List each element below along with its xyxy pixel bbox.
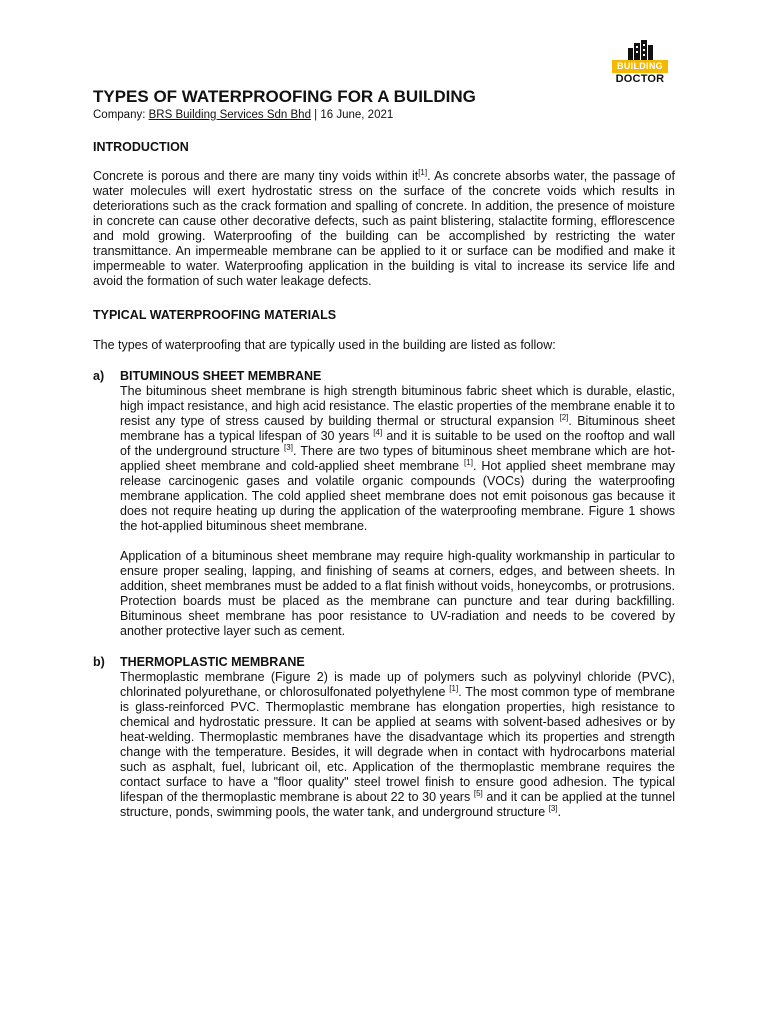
byline-date: | 16 June, 2021 — [310, 109, 394, 121]
citation-ref: [5] — [473, 788, 483, 798]
section-heading-introduction: INTRODUCTION — [93, 140, 189, 154]
intro-paragraph: Concrete is porous and there are many tiny voids within it[1]. As concrete absorbs water, the passage of water molecules will exert hydrostatic stress on the surface of the concrete voids which results in deteriorations such as the crack formation and spalling of concrete. In addition, the presence of moisture in concrete can cause other decorative defects, such as paint blistering, stalactite forming, efflorescence and mold growing. Waterproofing of the building can be accomplished by restricting the water transmittance. An impermeable membrane can be applied to it or surface can be modified and make it impermeable to water. Waterproofing application in the building is vital to increase its service life and avoid the formation of such water leakage defects. — [93, 167, 675, 288]
list-item-bituminous — [93, 369, 675, 639]
document-title: TYPES OF WATERPROOFING FOR A BUILDING — [93, 87, 476, 106]
company-link[interactable]: BRS Building Services Sdn Bhd — [148, 109, 311, 121]
citation-ref: [3] — [548, 803, 558, 813]
item-title-bituminous: BITUMINOUS SHEET MEMBRANE — [120, 369, 322, 383]
materials-lead: The types of waterproofing that are typically used in the building are listed as follow: — [93, 338, 556, 352]
thermoplastic-paragraph: Thermoplastic membrane (Figure 2) is made up of polymers such as polyvinyl chloride (PVC), chlorinated polyurethane, or chlorosulfonated polyethylene [1]. The most common type of membrane is glass-reinforced PVC. Thermoplastic membrane has elongation properties, high resistance to chemical and hydrostatic pressure. It can be applied at seams with solvent-based adhesives or by heat-welding. Thermoplastic membranes have the disadvantage which its properties and strength change with the temperature. Besides, it will degrade when in contact with hydrocarbons material such as asphalt, fuel, lubricant oil, etc. Application of the thermoplastic membrane requires the contact surface to have a "floor quality" steel trowel finish to ensure good adhesion. The typical lifespan of the thermoplastic membrane is about 22 to 30 years [5] and it can be applied at the tunnel structure, ponds, swimming pools, the water tank, and underground structure [3]. — [120, 670, 676, 819]
item-title-thermoplastic: THERMOPLASTIC MEMBRANE — [120, 655, 305, 669]
buildings-icon — [604, 40, 676, 62]
section-heading-materials: TYPICAL WATERPROOFING MATERIALS — [93, 308, 337, 322]
citation-ref: [4] — [373, 427, 383, 437]
document-body — [93, 140, 675, 820]
bituminous-paragraph-1: The bituminous sheet membrane is high strength bituminous fabric sheet which is durable, elastic, high impact resistance, and high acid resistance. The elastic properties of the membrane enable it to resist any type of stress caused by building thermal or structural expansion [2]. Bituminous sheet membrane has a typical lifespan of 30 years [4] and it is suitable to be used on the rooftop and wall of the underground structure [3]. There are two types of bituminous sheet membrane which are hot-applied sheet membrane and cold-applied sheet membrane [1]. Hot applied sheet membrane may release carcinogenic gases and volatile organic compounds (VOCs) during the waterproofing membrane application. The cold applied sheet membrane does not emit poisonous gas because it does not require heating up during the application of the waterproofing membrane. Figure 1 shows the hot-applied bituminous sheet membrane. — [120, 384, 675, 533]
byline-prefix: Company: — [93, 109, 149, 121]
citation-ref: [1] — [464, 457, 473, 467]
citation-ref: [1] — [418, 167, 428, 177]
citation-ref: [3] — [284, 442, 293, 452]
logo-building-label: BUILDING — [612, 60, 668, 73]
byline — [93, 108, 393, 122]
company-logo — [604, 40, 676, 86]
citation-ref: [1] — [449, 683, 459, 693]
list-marker: a) — [93, 369, 105, 383]
logo-doctor-label: DOCTOR — [615, 73, 665, 85]
list-item-thermoplastic — [93, 655, 675, 820]
bituminous-paragraph-2: Application of a bituminous sheet membrane may require high-quality workmanship in particular to ensure proper sealing, lapping, and finishing of seams at corners, edges, and between sheets. In addition, sheet membranes must be added to a flat finish without voids, honeycombs, or protrusions. Protection boards must be placed as the membrane can puncture and tear during backfilling. Bituminous sheet membrane has poor resistance to UV-radiation and needs to be covered by another protective layer such as cement. — [120, 549, 675, 638]
list-marker: b) — [93, 655, 105, 669]
citation-ref: [2] — [559, 412, 569, 422]
